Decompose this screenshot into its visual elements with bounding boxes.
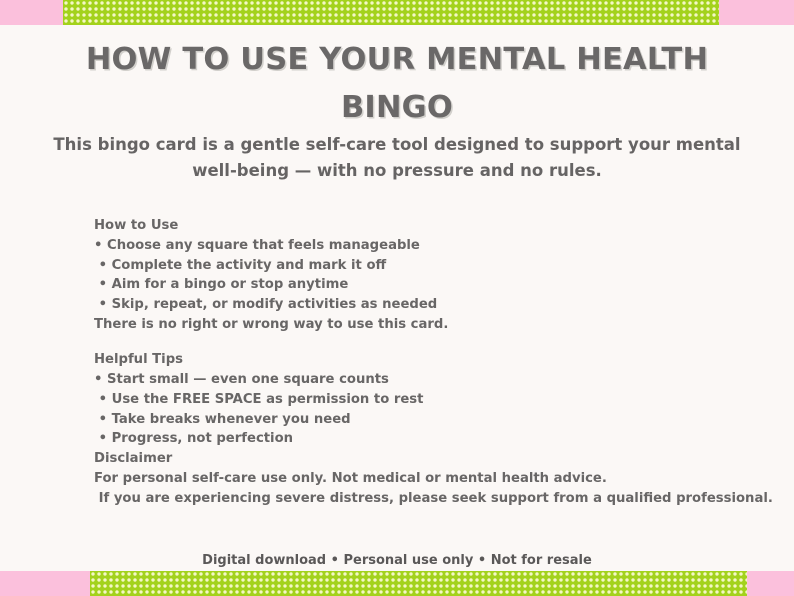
disclaimer-heading: Disclaimer (94, 451, 173, 467)
helpful-tips-item: • Start small — even one square counts (94, 372, 389, 388)
disclaimer-line: For personal self-care use only. Not medical or mental health advice. (94, 471, 607, 487)
section-spacer (94, 335, 754, 351)
disclaimer-line: If you are experiencing severe distress, please seek support from a qualified professional. (94, 490, 773, 506)
how-to-use-item: • Skip, repeat, or modify activities as needed (94, 297, 438, 313)
bottom-polka-dot-washi-tape (90, 571, 747, 596)
how-to-use-note: There is no right or wrong way to use this card. (94, 316, 449, 332)
intro-text: This bingo card is a gentle self-care tool designed to support your mental well-being — with no pressure and no rules. (53, 135, 741, 180)
how-to-use-item: • Complete the activity and mark it off (94, 257, 387, 273)
helpful-tips-item: • Use the FREE SPACE as permission to rest (94, 391, 424, 407)
helpful-tips-item: • Progress, not perfection (94, 431, 294, 447)
helpful-tips-heading: Helpful Tips (94, 352, 183, 368)
instructions-body (94, 216, 773, 509)
footer-text: Digital download • Personal use only • Not for resale (202, 553, 592, 568)
helpful-tips-item: • Take breaks whenever you need (94, 411, 351, 427)
how-to-use-item: • Aim for a bingo or stop anytime (94, 277, 349, 293)
top-polka-dot-washi-tape (63, 0, 719, 25)
how-to-use-item: • Choose any square that feels manageable (94, 237, 420, 253)
page-title: HOW TO USE YOUR MENTAL HEALTH BINGO (85, 42, 709, 125)
how-to-use-heading: How to Use (94, 218, 179, 233)
